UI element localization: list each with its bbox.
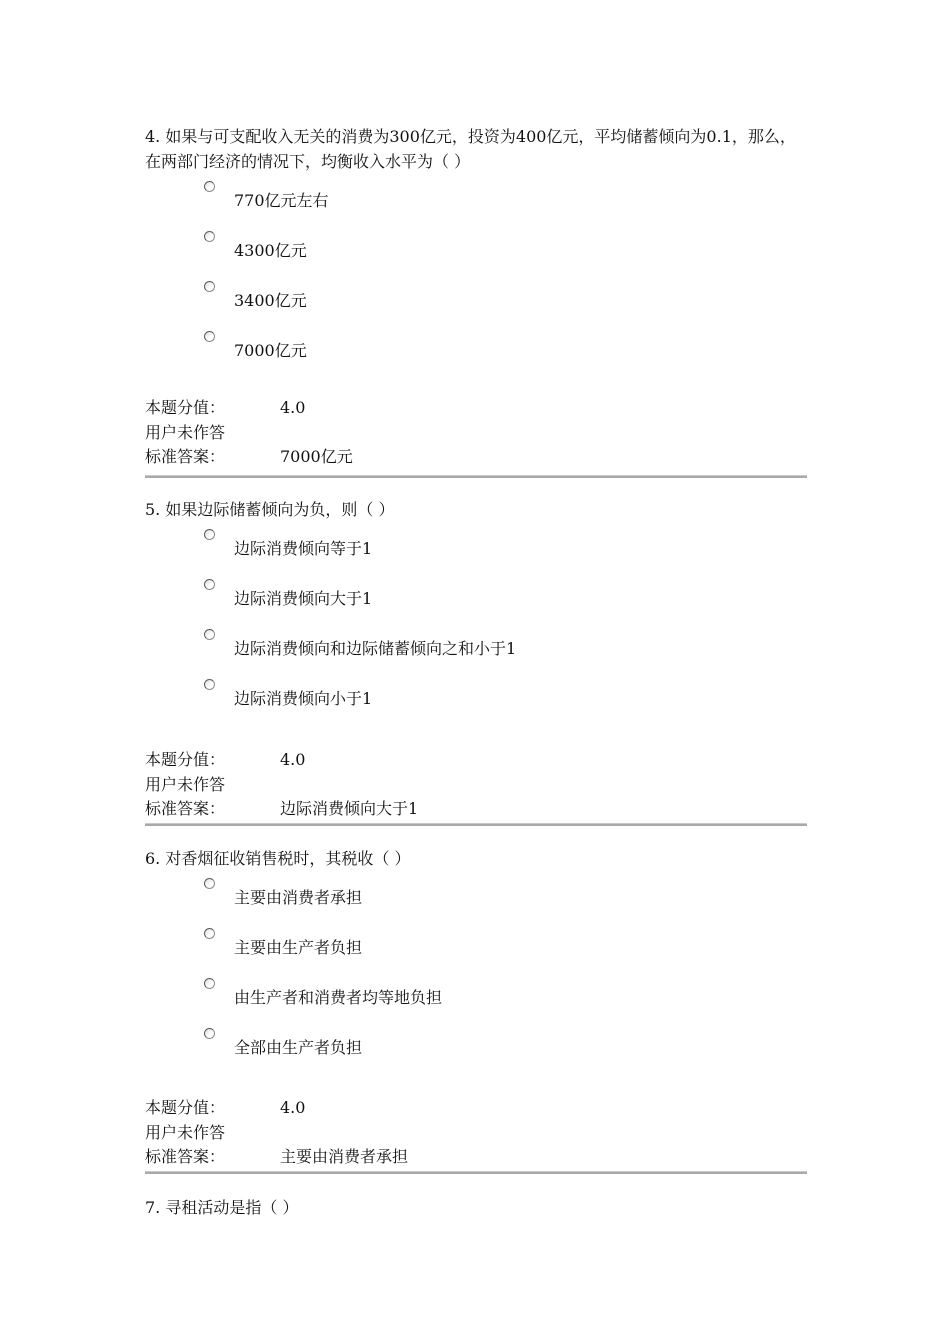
- answer-status: 用户未作答: [145, 1122, 226, 1142]
- question-stem: 6. 对香烟征收销售税时，其税收（ ）: [145, 849, 411, 868]
- option-label: 全部由生产者负担: [234, 1038, 363, 1057]
- option-label: 边际消费倾向小于1: [234, 689, 373, 708]
- option-item[interactable]: [145, 921, 807, 971]
- divider: [145, 823, 807, 826]
- question-stem: 4. 如果与可支配收入无关的消费为300亿元，投资为400亿元，平均储蓄倾向为0.1，那么，在两部门经济的情况下，均衡收入水平为（ ）: [145, 127, 796, 171]
- score-value: 4.0: [280, 1098, 306, 1117]
- option-label: 4300亿元: [234, 241, 307, 260]
- question-7: [145, 1195, 807, 1220]
- option-item[interactable]: [145, 1021, 807, 1071]
- question-5: [145, 497, 807, 822]
- answer-label: 标准答案：: [145, 1147, 226, 1166]
- score-label: 本题分值：: [145, 750, 226, 769]
- answer-label: 标准答案：: [145, 799, 226, 818]
- answer-row: [145, 797, 807, 822]
- option-item[interactable]: [145, 274, 807, 324]
- radio-button[interactable]: [204, 281, 215, 292]
- radio-button[interactable]: [204, 1028, 215, 1039]
- option-label: 770亿元左右: [234, 191, 329, 210]
- divider: [145, 475, 807, 478]
- radio-button[interactable]: [204, 629, 215, 640]
- radio-button[interactable]: [204, 978, 215, 989]
- option-label: 3400亿元: [234, 291, 307, 310]
- question-stem: 7. 寻租活动是指（ ）: [145, 1198, 299, 1217]
- option-item[interactable]: [145, 971, 807, 1021]
- answer-value: 边际消费倾向大于1: [280, 799, 419, 818]
- option-label: 边际消费倾向等于1: [234, 539, 373, 558]
- score-row: [145, 396, 807, 421]
- radio-button[interactable]: [204, 928, 215, 939]
- radio-button[interactable]: [204, 181, 215, 192]
- answer-row: [145, 1145, 807, 1170]
- score-row: [145, 748, 807, 773]
- answer-status: 用户未作答: [145, 774, 226, 794]
- radio-button[interactable]: [204, 231, 215, 242]
- option-label: 7000亿元: [234, 341, 307, 360]
- status-row: [145, 773, 807, 798]
- option-item[interactable]: [145, 224, 807, 274]
- radio-button[interactable]: [204, 529, 215, 540]
- status-row: [145, 1121, 807, 1146]
- question-4: [145, 124, 807, 470]
- divider: [145, 1171, 807, 1174]
- option-item[interactable]: [145, 324, 807, 374]
- option-label: 主要由消费者承担: [234, 888, 363, 907]
- score-value: 4.0: [280, 398, 306, 417]
- question-meta: [145, 1096, 807, 1170]
- answer-label: 标准答案：: [145, 447, 226, 466]
- score-label: 本题分值：: [145, 398, 226, 417]
- option-list: [145, 871, 807, 1071]
- answer-value: 7000亿元: [280, 447, 353, 466]
- option-item[interactable]: [145, 522, 807, 572]
- option-label: 边际消费倾向和边际储蓄倾向之和小于1: [234, 639, 517, 658]
- score-row: [145, 1096, 807, 1121]
- answer-status: 用户未作答: [145, 422, 226, 442]
- option-list: [145, 174, 807, 374]
- score-value: 4.0: [280, 750, 306, 769]
- radio-button[interactable]: [204, 878, 215, 889]
- score-label: 本题分值：: [145, 1098, 226, 1117]
- option-item[interactable]: [145, 672, 807, 722]
- question-meta: [145, 396, 807, 470]
- option-label: 边际消费倾向大于1: [234, 589, 373, 608]
- radio-button[interactable]: [204, 679, 215, 690]
- radio-button[interactable]: [204, 579, 215, 590]
- question-6: [145, 846, 807, 1170]
- option-label: 主要由生产者负担: [234, 938, 363, 957]
- answer-value: 主要由消费者承担: [280, 1147, 409, 1166]
- question-stem: 5. 如果边际储蓄倾向为负，则（ ）: [145, 500, 395, 519]
- option-item[interactable]: [145, 572, 807, 622]
- answer-row: [145, 445, 807, 470]
- option-item[interactable]: [145, 622, 807, 672]
- option-item[interactable]: [145, 871, 807, 921]
- question-meta: [145, 748, 807, 822]
- status-row: [145, 421, 807, 446]
- option-label: 由生产者和消费者均等地负担: [234, 988, 443, 1007]
- radio-button[interactable]: [204, 331, 215, 342]
- option-item[interactable]: [145, 174, 807, 224]
- option-list: [145, 522, 807, 722]
